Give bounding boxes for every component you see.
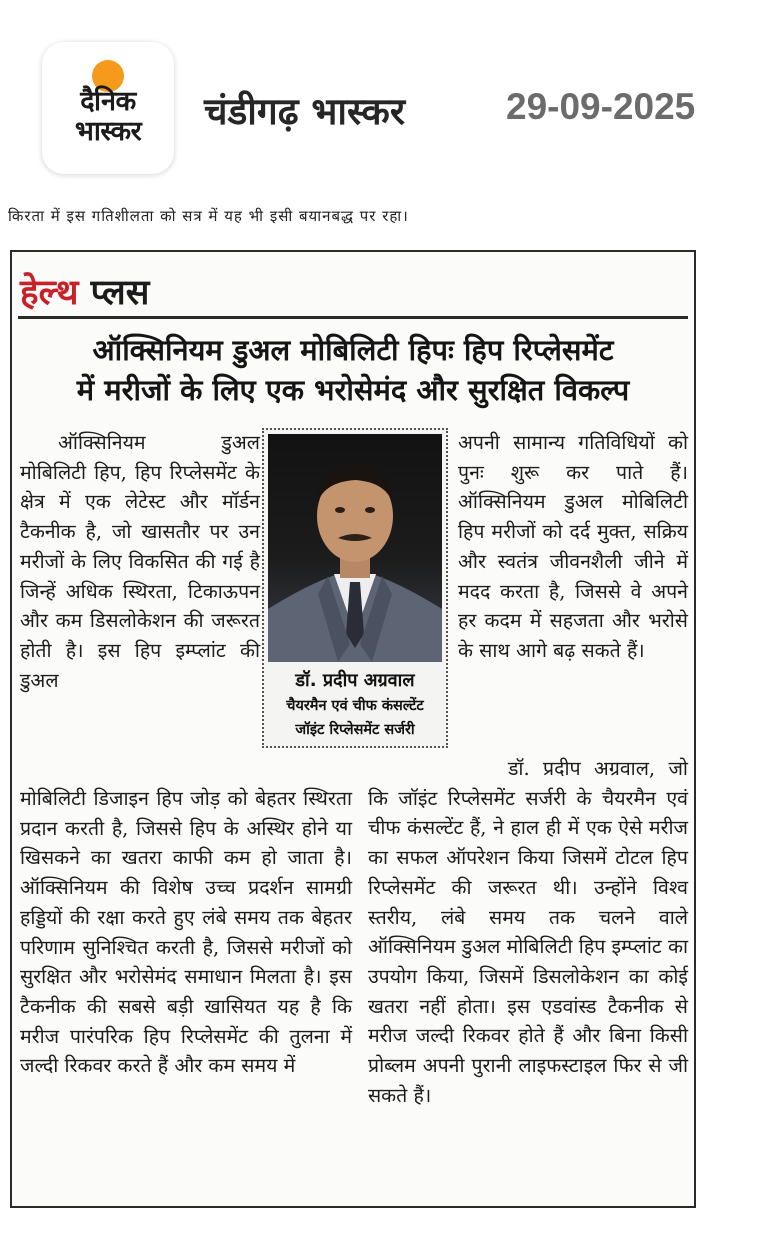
article-column-left-bottom: मोबिलिटी डिजाइन हिप जोड़ को बेहतर स्थिरता प्रदान करती है, जिससे हिप के अस्थिर होने या खिसकने का खतरा काफी कम हो जाता है। ऑक्सिनियम की विशेष उच्च प्रदर्शन सामग्री हड्डियों की रक्षा करते हुए लंबे समय तक बेहतर परिणाम सुनिश्चित करती है, जिससे मरीजों को सुरक्षित और भरोसेमंद समाधान मिलता है। इस टैकनीक की सबसे बड़ी खासियत यह है कि मरीज पारंपरिक हिप रिप्लेसमेंट की तुलना में जल्दी रिकवर करते हैं और कम समय में [20, 787, 352, 1078]
logo-line-1: दैनिक [80, 86, 136, 117]
article-column-right-bottom: डॉ. प्रदीप अग्रवाल, जो कि जॉइंट रिप्लेसमेंट सर्जरी के चैयरमैन एवं चीफ कंसल्टेंट हैं, ने हाल ही में एक ऐसे मरीज का सफल ऑपरेशन किया जिसमें टोटल हिप रिप्लेसमेंट की जरूरत थी। उन्होंने विश्व स्तरीय, लंबे समय तक चलने वाले ऑक्सिनियम डुअल मोबिलिटी हिप इम्प्लांट का उपयोग किया, जिसमें डिसलोकेशन का कोई खतरा नहीं होता। इस एडवांस्ड टैकनीक से मरीज जल्दी रिकवर होते हैं और बिना किसी प्रोब्लम अपनी पुरानी लाइफस्टाइल फिर से जी सकते हैं। [368, 757, 688, 1107]
section-divider [18, 316, 688, 319]
doctor-portrait-image [268, 434, 442, 662]
headline-line-2: में मरीजों के लिए एक भरोसेमंद और सुरक्षित विकल्प [76, 373, 630, 407]
logo-line-2: भास्कर [74, 116, 142, 147]
edition-title: चंडीगढ़ भास्कर [204, 90, 405, 133]
caption-title-2: जॉइंट रिप्लेसमेंट सर्जरी [295, 722, 415, 738]
photo-caption [266, 668, 444, 742]
doctor-photo-box [262, 428, 448, 748]
article-clipping [10, 250, 696, 1208]
section-heading-black: प्लस [90, 272, 150, 313]
caption-title-1: चैयरमैन एवं चीफ कंसल्टेंट [286, 698, 424, 714]
section-heading [20, 268, 149, 315]
headline-line-1: ऑक्सिनियम डुअल मोबिलिटी हिपः हिप रिप्लेसमेंट [92, 333, 614, 367]
article-column-right-top: अपनी सामान्य गतिविधियों को पुनः शुरू कर पाते हैं। ऑक्सिनियम डुअल मोबिलिटी हिप मरीजों को दर्द मुक्त, सक्रिय और स्वतंत्र जीवनशैली जीने में मदद करता है, जिससे वे अपने हर कदम में सहजता और भरोसे के साथ आगे बढ़ सकते हैं। [458, 431, 688, 662]
article-headline [18, 330, 688, 410]
cut-off-text-strip: किरता में इस गतिशीलता को सत्र में यह भी इसी बयानबद्ध पर रहा। [8, 207, 409, 225]
caption-name: डॉ. प्रदीप अग्रवाल [295, 670, 415, 691]
edition-date: 29-09-2025 [506, 86, 696, 127]
doctor-photo [268, 434, 442, 662]
article-column-left-top: ऑक्सिनियम डुअल मोबिलिटी हिप, हिप रिप्लेसमेंट के क्षेत्र में एक लेटेस्ट और मॉर्डन टैकनीक है, जो खासतौर पर उन मरीजों के लिए विकसित की गई है जिन्हें अधिक स्थिरता, टिकाऊपन और कम डिसलोकेशन की जरूरत होती है। इस हिप इम्प्लांट की डुअल [20, 431, 260, 692]
section-heading-red: हेल्थ [20, 272, 79, 313]
newspaper-logo [42, 42, 174, 174]
